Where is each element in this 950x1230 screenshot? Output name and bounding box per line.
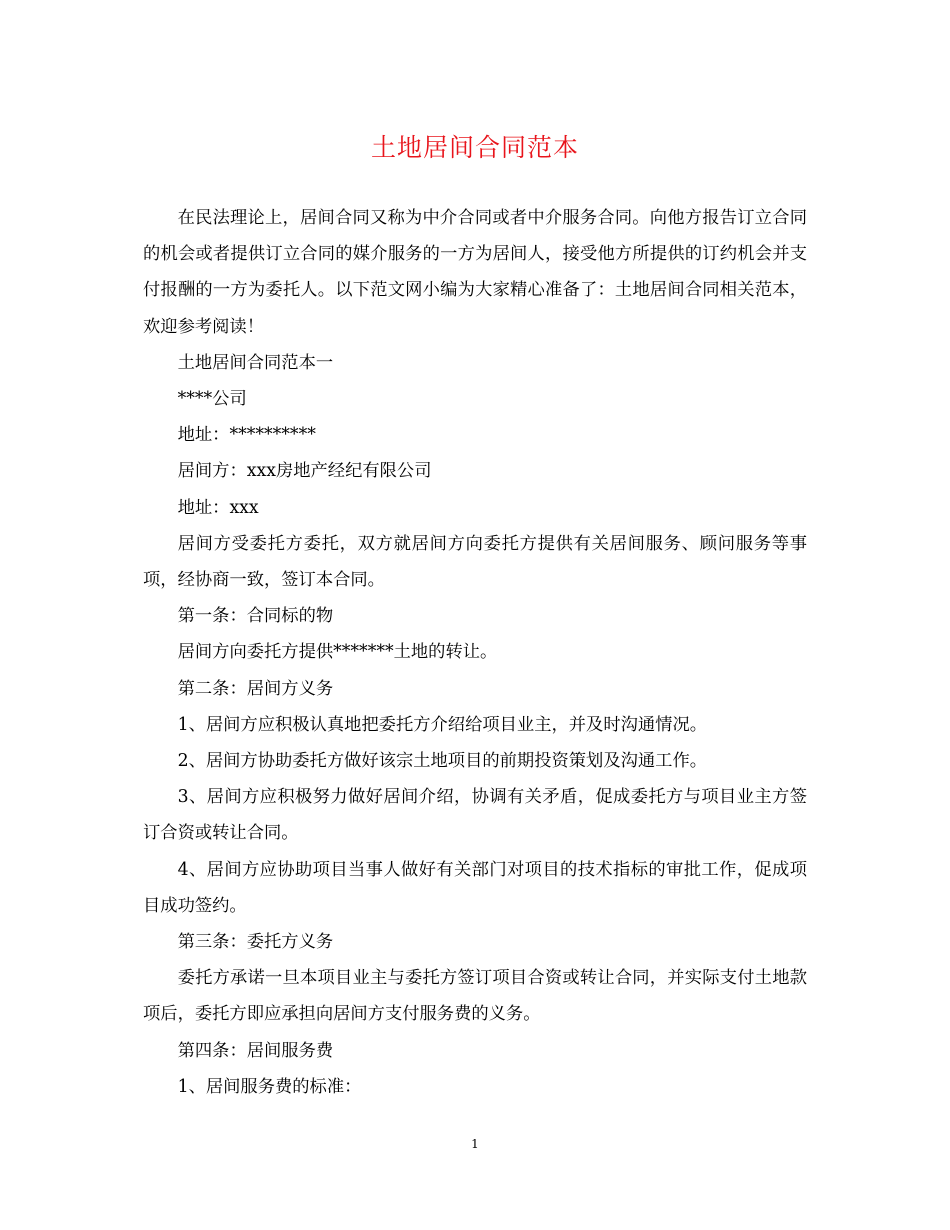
party-company-address: 地址：********** xyxy=(177,425,316,446)
article-4-heading: 第四条：居间服务费 xyxy=(177,1040,334,1061)
page-number: 1 xyxy=(471,1137,479,1151)
party-broker-address: 地址：xxx xyxy=(177,497,259,518)
article-4-item-1: 1、居间服务费的标准： xyxy=(177,1076,362,1097)
article-3-text: 委托方承诺一旦本项目业主与委托方签订项目合资或转让合同，并实际支付土地款项后，委托方即应承担向居间方支付服务费的义务。 xyxy=(143,968,807,1025)
party-company: ****公司 xyxy=(177,389,247,410)
document-body xyxy=(143,200,807,1105)
section-heading-contract-one: 土地居间合同范本一 xyxy=(177,352,334,373)
party-broker: 居间方：xxx房地产经纪有限公司 xyxy=(177,461,432,482)
document-title: 土地居间合同范本 xyxy=(370,133,579,162)
article-3-heading: 第三条：委托方义务 xyxy=(177,932,334,953)
article-2-item-4: 4、居间方应协助项目当事人做好有关部门对项目的技术指标的审批工作，促成项目成功签约。 xyxy=(143,859,807,916)
article-1-text: 居间方向委托方提供*******土地的转让。 xyxy=(177,642,498,663)
article-2-item-1: 1、居间方应积极认真地把委托方介绍给项目业主，并及时沟通情况。 xyxy=(177,714,708,735)
article-2-heading: 第二条：居间方义务 xyxy=(177,678,334,699)
intro-paragraph: 在民法理论上，居间合同又称为中介合同或者中介服务合同。向他方报告订立合同的机会或者提供订立合同的媒介服务的一方为居间人，接受他方所提供的订约机会并支付报酬的一方为委托人。以下范文网小编为大家精心准备了：土地居间合同相关范本，欢迎参考阅读！ xyxy=(143,208,807,337)
article-2-item-3: 3、居间方应积极努力做好居间介绍，协调有关矛盾，促成委托方与项目业主方签订合资或转让合同。 xyxy=(143,787,807,844)
article-1-heading: 第一条：合同标的物 xyxy=(177,606,334,627)
preamble-paragraph: 居间方受委托方委托，双方就居间方向委托方提供有关居间服务、顾问服务等事项，经协商一致，签订本合同。 xyxy=(143,533,807,591)
article-2-item-2: 2、居间方协助委托方做好该宗土地项目的前期投资策划及沟通工作。 xyxy=(177,751,708,772)
